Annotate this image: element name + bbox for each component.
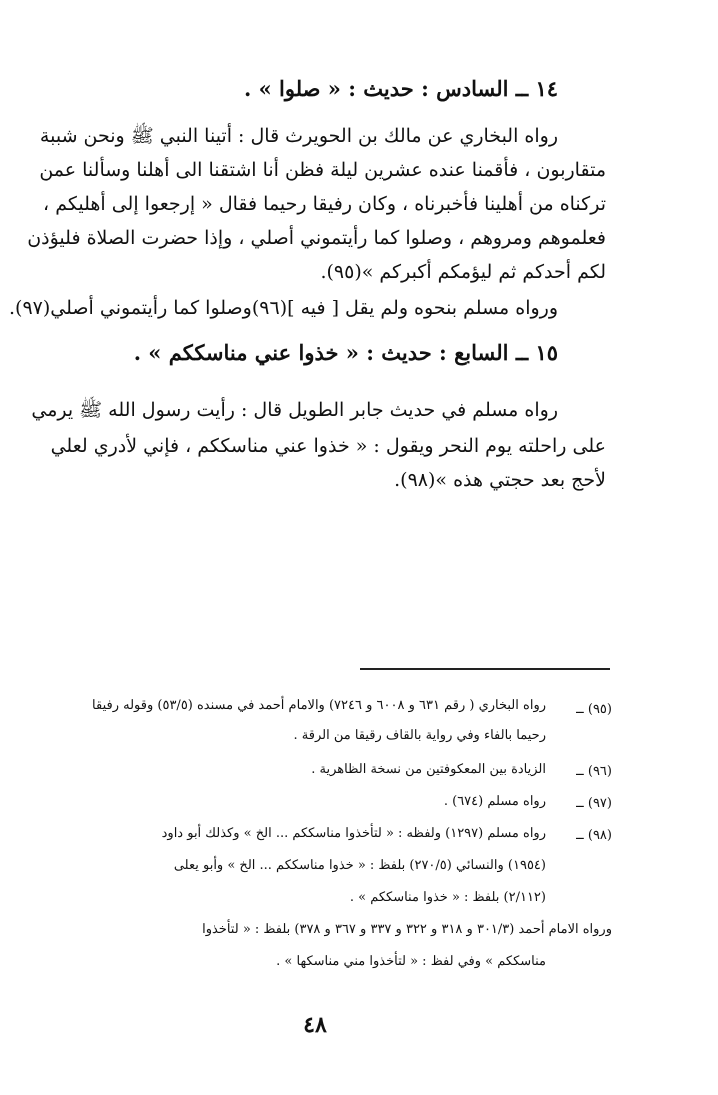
section-15-line-2: على راحلته يوم النحر ويقول : « خذوا عني مناسككم ، فإني لأدري لعلي <box>50 435 606 457</box>
section-15-heading: ١٥ ــ السابع : حديث : « خذوا عني مناسككم » . <box>133 340 558 365</box>
footnote-96-line-1: الزيادة بين المعكوفتين من نسخة الظاهرية . <box>311 762 546 777</box>
section-15-line-3: لأحج بعد حجتي هذه »(٩٨). <box>394 469 606 491</box>
footnote-98-line-2: (١٩٥٤) والنسائي (٢٧٠/٥) بلفظ : « خذوا مناسككم ... الخ » وأبو يعلى <box>173 858 546 873</box>
footnote-96-number: (٩٦) ــ <box>576 764 612 779</box>
footnote-98-line-3: (٢/١١٢) بلفظ : « خذوا مناسككم » . <box>349 890 546 905</box>
section-14-line-3: تركناه من أهلينا فأخبرناه ، وكان رفيقا رحيما فقال « إرجعوا إلى أهليكم ، <box>43 193 606 215</box>
section-14-line-2: متقاربون ، فأقمنا عنده عشرين ليلة فظن أنا اشتقنا الى أهلنا وسألنا عمن <box>39 159 606 181</box>
footnote-95-line-1: رواه البخاري ( رقم ٦٣١ و ٦٠٠٨ و ٧٢٤٦) والامام أحمد في مسنده (٥٣/٥) وقوله رفيقا <box>92 698 546 713</box>
section-14-heading: ١٤ ــ السادس : حديث : « صلوا » . <box>243 76 558 101</box>
footnote-continuation-line-1: ورواه الامام أحمد (٣٠١/٣ و ٣١٨ و ٣٢٢ و ٣٣٧ و ٣٦٧ و ٣٧٨) بلفظ : « لتأخذوا <box>202 922 612 937</box>
section-14-line-1: رواه البخاري عن مالك بن الحويرث قال : أتينا النبي ﷺ ونحن شببة <box>39 125 558 147</box>
section-14-line-6: ورواه مسلم بنحوه ولم يقل [ فيه ](٩٦)وصلوا كما رأيتموني أصلي(٩٧). <box>9 297 558 319</box>
footnote-97-line-1: رواه مسلم (٦٧٤) . <box>443 794 546 809</box>
footnote-separator <box>360 668 610 670</box>
footnote-98-number: (٩٨) ــ <box>576 828 612 843</box>
footnote-continuation-line-2: مناسككم » وفي لفظ : « لتأخذوا مني مناسكها » . <box>276 954 546 969</box>
footnote-95-number: (٩٥) ــ <box>576 702 612 717</box>
footnote-98-line-1: رواه مسلم (١٢٩٧) ولفظه : « لتأخذوا مناسككم ... الخ » وكذلك أبو داود <box>161 826 546 841</box>
footnote-95-line-2: رحيما بالفاء وفي رواية بالقاف رقيقا من الرقة . <box>293 728 546 743</box>
page-number: ٤٨ <box>303 1012 327 1038</box>
section-15-line-1: رواه مسلم في حديث جابر الطويل قال : رأيت رسول الله ﷺ يرمي <box>31 399 558 421</box>
section-14-line-5: لكم أحدكم ثم ليؤمكم أكبركم »(٩٥). <box>320 261 606 283</box>
footnote-97-number: (٩٧) ــ <box>576 796 612 811</box>
section-14-line-4: فعلموهم ومروهم ، وصلوا كما رأيتموني أصلي ، وإذا حضرت الصلاة فليؤذن <box>27 227 606 249</box>
